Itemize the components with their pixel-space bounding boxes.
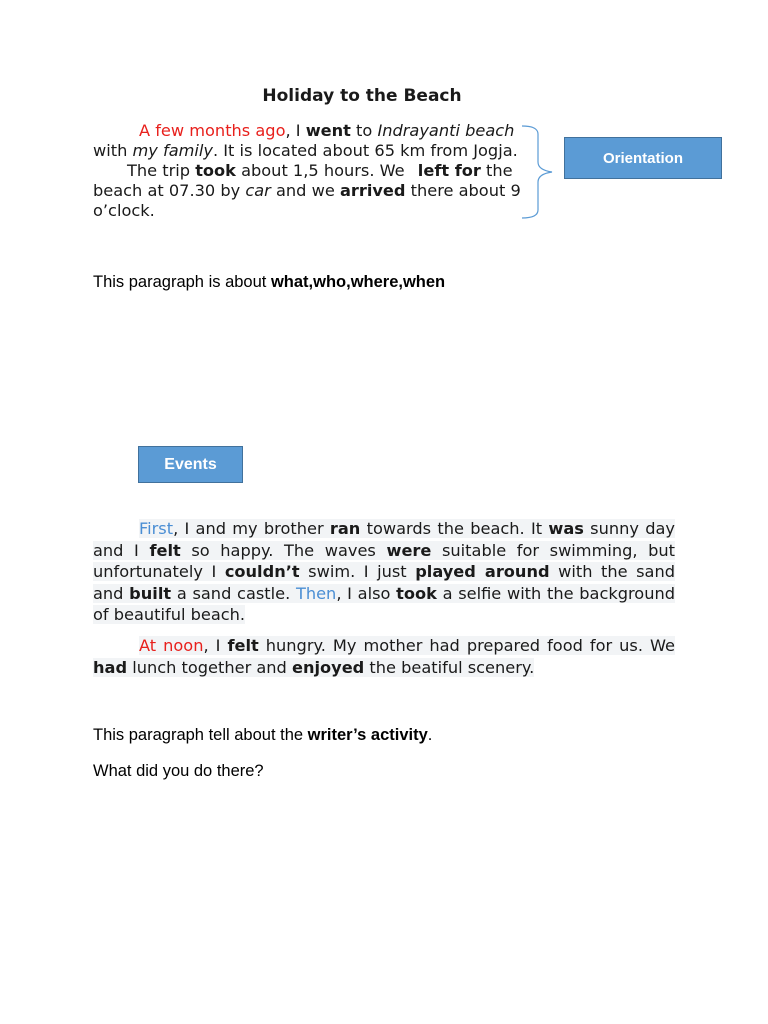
verb-took: took <box>195 161 236 180</box>
verb-felt: felt <box>227 636 259 655</box>
verb-was: was <box>548 519 584 538</box>
question-text: What did you do there? <box>93 762 264 780</box>
events-note <box>93 726 432 745</box>
events-paragraph-2 <box>93 635 675 678</box>
time-phrase-at-noon: At noon <box>139 636 204 655</box>
text-run: a sand castle. <box>171 583 296 603</box>
verb-couldnt: couldn’t <box>224 562 300 581</box>
text-run: about 1,5 hours. We <box>235 161 410 180</box>
text-run: The trip <box>127 161 196 180</box>
text-run: , I also <box>336 583 397 603</box>
note-bold: what,who,where,when <box>270 273 446 291</box>
events-label-box: Events <box>138 446 243 483</box>
verb-felt: felt <box>149 540 181 560</box>
text-run: the beatiful scenery. <box>364 657 535 677</box>
text-run: towards the beach. It <box>360 519 549 538</box>
text-run: and we <box>270 181 340 200</box>
text-run: swim. I just <box>299 562 416 581</box>
text-run: hungry. My mother had prepared food for us. We <box>258 636 676 655</box>
orientation-paragraph <box>93 121 528 221</box>
verb-played-around: played around <box>415 562 550 581</box>
text-run: to <box>350 121 378 140</box>
text-run: . It is located about 65 km from Jogja. <box>212 141 518 160</box>
events-paragraph-1 <box>93 518 675 626</box>
verb-built: built <box>129 583 172 603</box>
sequence-word-then: Then <box>295 583 337 603</box>
orientation-note <box>93 273 445 292</box>
place-phrase: Indrayanti beach <box>377 121 515 140</box>
verb-took: took <box>396 583 437 603</box>
text-run: , I <box>285 121 306 140</box>
verb-left-for: left for <box>417 161 481 180</box>
note-bold: writer’s activity <box>307 726 428 744</box>
verb-had: had <box>93 657 128 677</box>
text-run: lunch together and <box>127 657 292 677</box>
note-text: This paragraph is about <box>93 273 271 291</box>
orientation-label-box: Orientation <box>564 137 722 179</box>
text-run: a selfie with the background of beautiful beach. <box>93 583 676 624</box>
text-run: with <box>93 141 133 160</box>
verb-went: went <box>305 121 351 140</box>
verb-ran: ran <box>329 519 361 538</box>
time-phrase: A few months ago <box>139 121 286 140</box>
curly-brace-icon <box>520 124 556 220</box>
text-run: , I <box>203 636 228 655</box>
verb-enjoyed: enjoyed <box>291 657 365 677</box>
text-run: , I and my brother <box>173 519 330 538</box>
note-text: This paragraph tell about the <box>93 726 308 744</box>
who-phrase: my family <box>132 141 213 160</box>
text-run: sunny day and I <box>93 519 675 560</box>
sequence-word-first: First <box>139 519 174 538</box>
text-run: suitable for swimming, but unfortunately I <box>93 540 676 581</box>
text-run: there about 9 o’clock. <box>93 181 521 220</box>
transport-word: car <box>245 181 271 200</box>
document-title: Holiday to the Beach <box>262 86 462 106</box>
text-run: with the sand and <box>93 562 676 603</box>
text-run: the beach at 07.30 by <box>93 161 513 200</box>
verb-were: were <box>386 540 432 560</box>
note-text: . <box>427 726 433 744</box>
text-run: so happy. The waves <box>180 540 387 560</box>
verb-arrived: arrived <box>339 181 406 200</box>
